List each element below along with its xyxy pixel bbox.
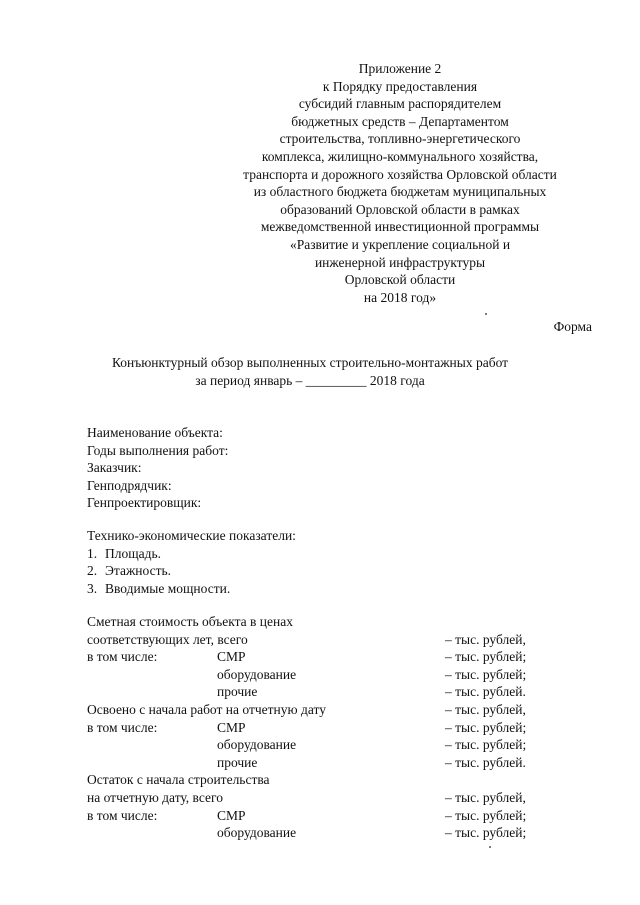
- cost-row: [87, 701, 557, 719]
- tech-indicators: [87, 527, 296, 597]
- cost-row: [87, 824, 557, 842]
- tech-item-text: Этажность.: [105, 563, 172, 579]
- cost-row-category: прочие: [217, 684, 258, 700]
- form-label: Форма: [553, 319, 592, 334]
- cost-row-unit: – тыс. рублей;: [445, 825, 527, 841]
- cost-row-unit: – тыс. рублей;: [445, 737, 527, 753]
- cost-row-unit: – тыс. рублей,: [445, 789, 526, 805]
- cost-row-label: Сметная стоимость объекта в ценах: [87, 614, 293, 629]
- tech-item-number: 2.: [87, 563, 98, 579]
- cost-section: [87, 613, 557, 842]
- cost-row-label: в том числе:: [87, 719, 158, 735]
- cost-row-unit: – тыс. рублей,: [445, 701, 526, 717]
- cost-row: [87, 754, 557, 772]
- tech-list: [87, 545, 296, 598]
- cost-row-category: СМР: [217, 719, 246, 735]
- appendix-line: комплекса, жилищно-коммунального хозяйства,: [261, 148, 539, 164]
- cost-row-unit: – тыс. рублей.: [445, 754, 526, 770]
- appendix-line: «Развитие и укрепление социальной и: [289, 236, 511, 252]
- appendix-line: образований Орловской области в рамках: [280, 201, 520, 217]
- tech-item-number: 3.: [87, 580, 98, 596]
- cost-row-label: в том числе:: [87, 649, 158, 665]
- document-title-line1: Конъюнктурный обзор выполненных строительно-монтажных работ: [111, 355, 509, 370]
- tech-item: [87, 580, 296, 598]
- cost-row-label: Остаток с начала строительства: [87, 772, 270, 788]
- cost-row: [87, 789, 557, 807]
- tech-heading: Технико-экономические показатели:: [87, 528, 296, 543]
- appendix-line: к Порядку предоставления: [322, 78, 478, 94]
- appendix-line: из областного бюджета бюджетам муниципальных: [253, 184, 547, 200]
- appendix-line: инженерной инфраструктуры: [314, 254, 486, 270]
- cost-row: [87, 613, 557, 631]
- document-title: [60, 354, 560, 389]
- tech-item: [87, 562, 296, 580]
- tech-item-text: Площадь.: [105, 545, 162, 561]
- cost-row: [87, 648, 557, 666]
- appendix-line: строительства, топливно-энергетического: [279, 131, 521, 147]
- cost-row-label: на отчетную дату, всего: [87, 789, 223, 805]
- cost-row-category: СМР: [217, 649, 246, 665]
- tech-item: [87, 545, 296, 563]
- tech-item-text: Вводимые мощности.: [105, 580, 231, 596]
- cost-row-label: Освоено с начала работ на отчетную дату: [87, 701, 326, 717]
- cost-row: [87, 736, 557, 754]
- cost-row-unit: – тыс. рублей;: [445, 666, 527, 682]
- appendix-line: транспорта и дорожного хозяйства Орловской области: [243, 166, 557, 182]
- cost-row-category: прочие: [217, 754, 258, 770]
- cost-row: [87, 683, 557, 701]
- cost-row: [87, 666, 557, 684]
- appendix-line: Приложение 2: [358, 61, 442, 76]
- appendix-line: бюджетных средств – Департаментом: [291, 113, 509, 129]
- appendix-line: субсидий главным распорядителем: [298, 96, 502, 112]
- appendix-line: межведомственной инвестиционной программы: [260, 219, 540, 235]
- cost-row-unit: – тыс. рублей,: [445, 631, 526, 647]
- cost-row: [87, 631, 557, 649]
- cost-row: [87, 771, 557, 789]
- field-object-name: Наименование объекта:: [87, 425, 223, 440]
- cost-row-label: соответствующих лет, всего: [87, 631, 248, 647]
- field-general-designer: Генпроектировщик:: [87, 495, 202, 511]
- cost-row-category: СМР: [217, 807, 246, 823]
- cost-row-label: в том числе:: [87, 807, 158, 823]
- field-work-years: Годы выполнения работ:: [87, 442, 229, 458]
- cost-row-unit: – тыс. рублей;: [445, 807, 527, 823]
- appendix-line: Орловской области: [344, 272, 456, 288]
- cost-row-category: оборудование: [217, 737, 297, 753]
- appendix-header: [215, 60, 585, 306]
- cost-row-unit: – тыс. рублей.: [445, 684, 526, 700]
- cost-row: [87, 807, 557, 825]
- field-customer: Заказчик:: [87, 460, 142, 476]
- cost-row-category: оборудование: [217, 825, 297, 841]
- document-title-line2: за период январь – _________ 2018 года: [195, 372, 425, 388]
- scan-speck: [485, 313, 487, 315]
- tech-item-number: 1.: [87, 545, 98, 561]
- cost-row-unit: – тыс. рублей;: [445, 649, 527, 665]
- cost-row-category: оборудование: [217, 666, 297, 682]
- cost-row-unit: – тыс. рублей;: [445, 719, 527, 735]
- field-general-contractor: Генподрядчик:: [87, 477, 172, 493]
- scan-speck: [489, 846, 491, 848]
- object-fields: [87, 424, 228, 512]
- appendix-line: на 2018 год»: [363, 289, 437, 305]
- cost-row: [87, 719, 557, 737]
